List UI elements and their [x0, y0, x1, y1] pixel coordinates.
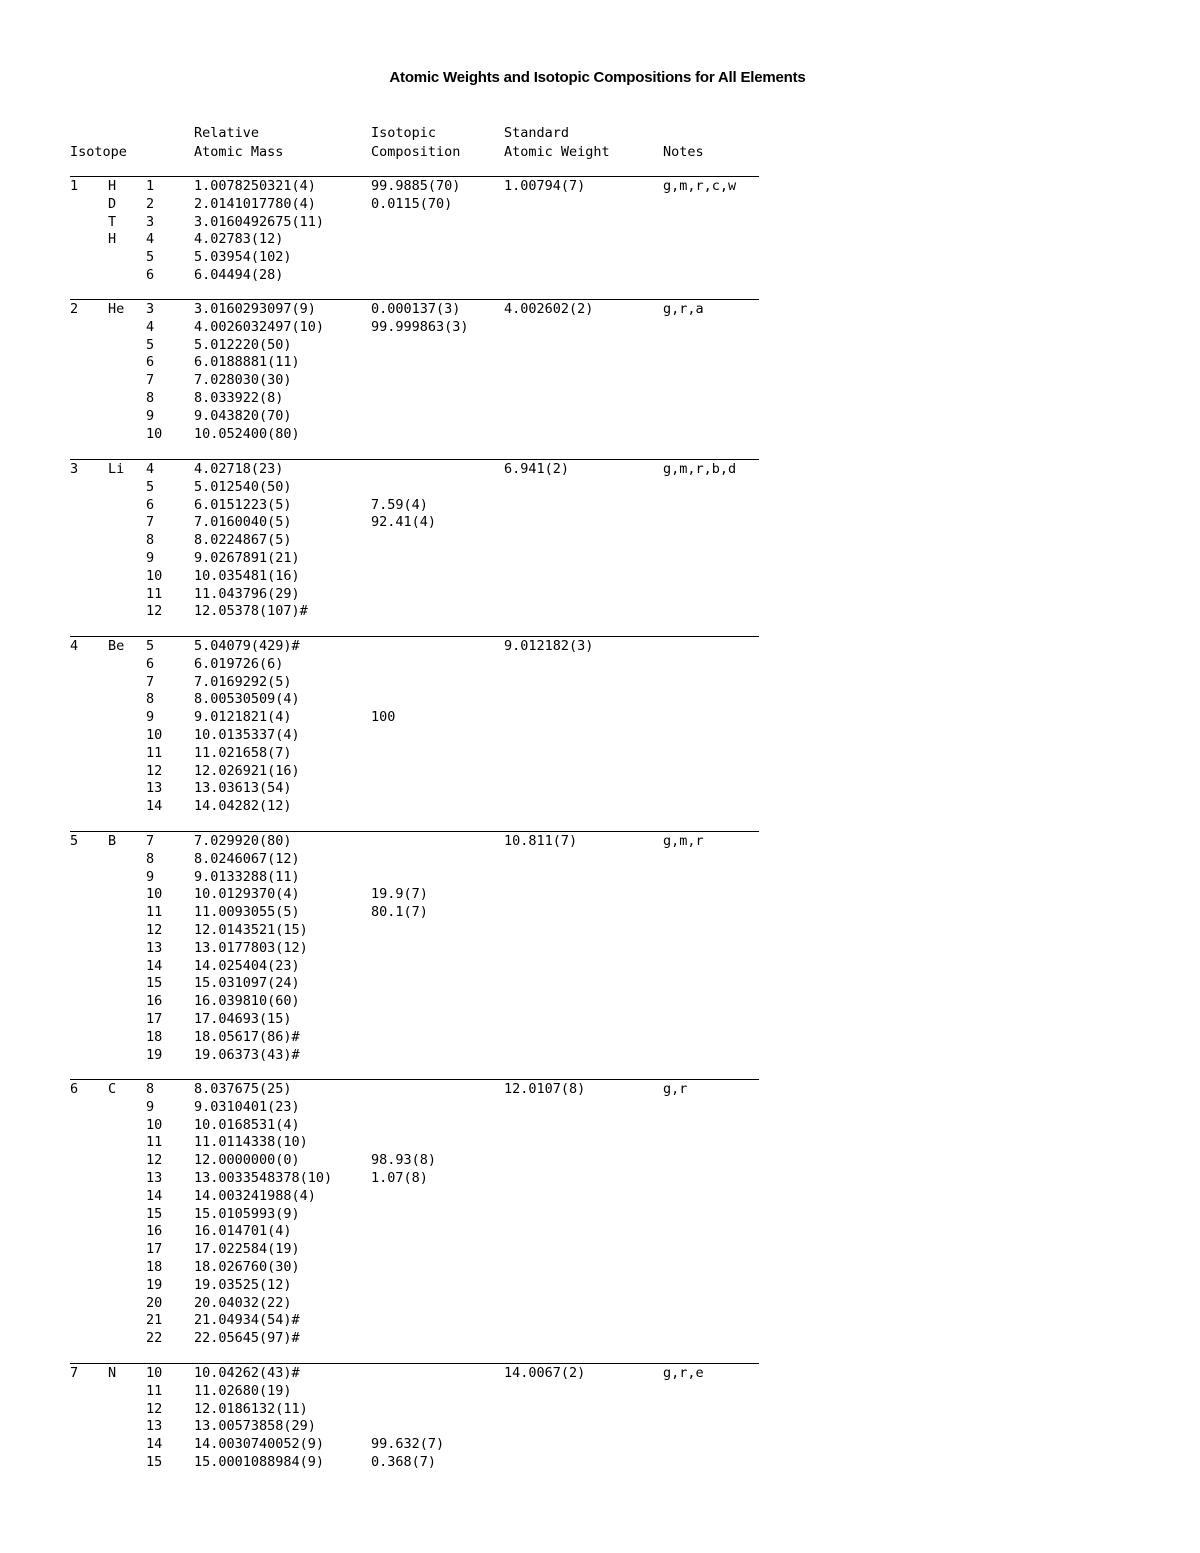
standard-atomic-weight: 4.002602(2): [504, 301, 594, 317]
isotope-row: [70, 780, 759, 798]
relative-atomic-mass: 12.0186132(11): [194, 1400, 308, 1417]
isotope-row: [70, 267, 759, 285]
isotope-row: [70, 1081, 759, 1099]
atomic-number: 3: [70, 461, 79, 477]
relative-atomic-mass: 21.04934(54)#: [194, 1312, 300, 1329]
mass-number: 1: [146, 178, 155, 194]
isotope-row: [70, 372, 759, 390]
relative-atomic-mass: 15.0105993(9): [194, 1205, 300, 1222]
section-divider: [70, 1079, 759, 1080]
isotopic-composition: 0.000137(3): [371, 301, 461, 317]
isotope-row: [70, 1295, 759, 1313]
header-mass-line2: Atomic Mass: [194, 144, 284, 160]
relative-atomic-mass: 17.04693(15): [194, 1011, 292, 1027]
mass-number: 11: [146, 744, 163, 761]
element-block: [70, 1079, 759, 1354]
mass-number: 14: [146, 798, 163, 815]
mass-number: 10: [146, 425, 163, 442]
isotope-row: [70, 1134, 759, 1152]
isotope-row: [70, 1117, 759, 1135]
isotopic-composition: 92.41(4): [371, 514, 437, 531]
header-notes: Notes: [663, 144, 704, 160]
mass-number: 9: [146, 1098, 155, 1115]
section-divider: [70, 636, 759, 637]
isotope-row: [70, 1436, 759, 1454]
relative-atomic-mass: 14.04282(12): [194, 798, 292, 815]
mass-number: 4: [146, 318, 155, 335]
section-divider: [70, 459, 759, 460]
isotope-row: [70, 851, 759, 869]
mass-number: 9: [146, 868, 155, 885]
atomic-number: 1: [70, 178, 79, 194]
mass-number: 8: [146, 532, 155, 549]
isotopic-composition: 19.9(7): [371, 886, 428, 903]
isotope-row: [70, 674, 759, 692]
isotope-row: [70, 904, 759, 922]
relative-atomic-mass: 11.0114338(10): [194, 1134, 308, 1151]
isotope-row: [70, 922, 759, 940]
relative-atomic-mass: 22.05645(97)#: [194, 1330, 300, 1347]
relative-atomic-mass: 8.00530509(4): [194, 691, 300, 708]
header-mass-line1: Relative: [194, 125, 260, 141]
element-symbol: C: [108, 1081, 117, 1097]
isotope-row: [70, 1099, 759, 1117]
relative-atomic-mass: 16.039810(60): [194, 993, 300, 1010]
relative-atomic-mass: 5.04079(429)#: [194, 638, 300, 654]
mass-number: 14: [146, 1436, 163, 1453]
isotope-row: [70, 1259, 759, 1277]
notes: g,m,r,b,d: [663, 461, 737, 477]
notes: g,m,r: [663, 833, 704, 849]
isotope-row: [70, 532, 759, 550]
relative-atomic-mass: 10.035481(16): [194, 567, 300, 584]
relative-atomic-mass: 10.0135337(4): [194, 727, 300, 743]
mass-number: 7: [146, 372, 155, 389]
mass-number: 17: [146, 1241, 163, 1258]
element-symbol: H: [108, 178, 117, 194]
relative-atomic-mass: 18.05617(86)#: [194, 1028, 300, 1045]
mass-number: 6: [146, 496, 155, 513]
isotope-row: [70, 763, 759, 781]
element-symbol: Li: [108, 461, 125, 477]
standard-atomic-weight: 6.941(2): [504, 461, 570, 477]
header-std-line2: Atomic Weight: [504, 144, 610, 160]
atomic-number: 5: [70, 833, 79, 849]
isotopic-composition: 99.632(7): [371, 1436, 445, 1453]
mass-number: 13: [146, 1418, 163, 1435]
isotope-row: [70, 568, 759, 586]
isotope-row: [70, 1418, 759, 1436]
relative-atomic-mass: 10.0168531(4): [194, 1116, 300, 1133]
isotope-row: [70, 390, 759, 408]
relative-atomic-mass: 11.043796(29): [194, 585, 300, 602]
standard-atomic-weight: 1.00794(7): [504, 178, 586, 194]
relative-atomic-mass: 8.037675(25): [194, 1081, 292, 1097]
isotope-row: [70, 586, 759, 604]
isotope-row: [70, 833, 759, 851]
mass-number: 10: [146, 567, 163, 584]
isotope-row: [70, 426, 759, 444]
mass-number: 18: [146, 1028, 163, 1045]
mass-number: 11: [146, 904, 163, 921]
element-block: [70, 459, 759, 627]
element-symbol: H: [108, 231, 117, 248]
section-divider: [70, 1363, 759, 1364]
header-comp-line2: Composition: [371, 144, 461, 160]
mass-number: 10: [146, 727, 163, 743]
relative-atomic-mass: 5.012540(50): [194, 478, 292, 495]
isotope-row: [70, 461, 759, 479]
isotope-row: [70, 1330, 759, 1348]
mass-number: 8: [146, 1081, 155, 1097]
isotope-row: [70, 1223, 759, 1241]
element-block: [70, 176, 759, 291]
isotope-row: [70, 798, 759, 816]
section-divider: [70, 831, 759, 832]
relative-atomic-mass: 12.05378(107)#: [194, 603, 308, 620]
isotope-row: [70, 1383, 759, 1401]
isotopic-composition: 80.1(7): [371, 904, 428, 921]
element-symbol: B: [108, 833, 117, 849]
mass-number: 10: [146, 886, 163, 903]
element-symbol: N: [108, 1365, 117, 1381]
relative-atomic-mass: 4.02718(23): [194, 461, 284, 477]
mass-number: 11: [146, 585, 163, 602]
atomic-number: 6: [70, 1081, 79, 1097]
mass-number: 19: [146, 1276, 163, 1293]
relative-atomic-mass: 20.04032(22): [194, 1294, 292, 1311]
mass-number: 16: [146, 1223, 163, 1240]
relative-atomic-mass: 5.012220(50): [194, 336, 292, 353]
header-comp-line1: Isotopic: [371, 125, 437, 141]
notes: g,m,r,c,w: [663, 178, 737, 194]
isotope-row: [70, 1365, 759, 1383]
element-block: [70, 831, 759, 1070]
mass-number: 15: [146, 1454, 163, 1470]
isotope-row: [70, 745, 759, 763]
relative-atomic-mass: 8.0246067(12): [194, 850, 300, 867]
mass-number: 3: [146, 213, 155, 230]
element-symbol: He: [108, 301, 125, 317]
mass-number: 21: [146, 1312, 163, 1329]
element-symbol: Be: [108, 638, 125, 654]
notes: g,r,e: [663, 1365, 704, 1381]
mass-number: 17: [146, 1011, 163, 1027]
relative-atomic-mass: 13.0177803(12): [194, 939, 308, 956]
mass-number: 11: [146, 1134, 163, 1151]
isotopic-composition: 7.59(4): [371, 496, 428, 513]
isotope-row: [70, 1188, 759, 1206]
element-block: [70, 1363, 759, 1478]
mass-number: 12: [146, 762, 163, 779]
relative-atomic-mass: 10.052400(80): [194, 425, 300, 442]
standard-atomic-weight: 10.811(7): [504, 833, 578, 849]
relative-atomic-mass: 4.02783(12): [194, 231, 284, 248]
relative-atomic-mass: 11.02680(19): [194, 1382, 292, 1399]
mass-number: 12: [146, 1400, 163, 1417]
isotopic-composition: 0.368(7): [371, 1454, 437, 1470]
mass-number: 12: [146, 603, 163, 620]
relative-atomic-mass: 13.00573858(29): [194, 1418, 316, 1435]
relative-atomic-mass: 7.0160040(5): [194, 514, 292, 531]
relative-atomic-mass: 19.03525(12): [194, 1276, 292, 1293]
standard-atomic-weight: 12.0107(8): [504, 1081, 586, 1097]
isotope-row: [70, 497, 759, 515]
relative-atomic-mass: 12.0000000(0): [194, 1152, 300, 1169]
mass-number: 3: [146, 301, 155, 317]
mass-number: 6: [146, 354, 155, 371]
mass-number: 9: [146, 709, 155, 726]
isotope-row: [70, 337, 759, 355]
isotope-row: [70, 603, 759, 621]
isotope-row: [70, 886, 759, 904]
relative-atomic-mass: 6.0188881(11): [194, 354, 300, 371]
mass-number: 9: [146, 550, 155, 566]
isotope-row: [70, 993, 759, 1011]
relative-atomic-mass: 3.0160492675(11): [194, 213, 325, 230]
relative-atomic-mass: 8.033922(8): [194, 390, 284, 406]
relative-atomic-mass: 14.0030740052(9): [194, 1436, 325, 1453]
mass-number: 7: [146, 673, 155, 690]
mass-number: 9: [146, 407, 155, 424]
relative-atomic-mass: 13.0033548378(10): [194, 1170, 333, 1186]
isotopic-composition: 98.93(8): [371, 1152, 437, 1169]
section-divider: [70, 299, 759, 300]
relative-atomic-mass: 19.06373(43)#: [194, 1046, 300, 1063]
isotopic-composition: 1.07(8): [371, 1170, 428, 1186]
isotope-row: [70, 1170, 759, 1188]
isotopic-composition: 0.0115(70): [371, 195, 453, 212]
isotopic-composition: 99.999863(3): [371, 318, 469, 335]
mass-number: 6: [146, 655, 155, 672]
mass-number: 10: [146, 1116, 163, 1133]
relative-atomic-mass: 5.03954(102): [194, 249, 292, 266]
relative-atomic-mass: 10.0129370(4): [194, 886, 300, 903]
relative-atomic-mass: 14.025404(23): [194, 957, 300, 974]
isotope-row: [70, 408, 759, 426]
relative-atomic-mass: 7.028030(30): [194, 372, 292, 389]
relative-atomic-mass: 9.0310401(23): [194, 1098, 300, 1115]
isotope-row: [70, 691, 759, 709]
atomic-number: 4: [70, 638, 79, 654]
standard-atomic-weight: 9.012182(3): [504, 638, 594, 654]
isotope-row: [70, 975, 759, 993]
isotope-row: [70, 178, 759, 196]
isotope-row: [70, 479, 759, 497]
element-block: [70, 636, 759, 822]
mass-number: 15: [146, 975, 163, 992]
relative-atomic-mass: 1.0078250321(4): [194, 178, 316, 194]
isotope-row: [70, 1047, 759, 1065]
isotope-row: [70, 301, 759, 319]
relative-atomic-mass: 14.003241988(4): [194, 1187, 316, 1204]
isotopic-composition: 99.9885(70): [371, 178, 461, 194]
relative-atomic-mass: 18.026760(30): [194, 1259, 300, 1275]
mass-number: 12: [146, 1152, 163, 1169]
mass-number: 5: [146, 336, 155, 353]
relative-atomic-mass: 7.0169292(5): [194, 673, 292, 690]
relative-atomic-mass: 9.043820(70): [194, 407, 292, 424]
mass-number: 12: [146, 922, 163, 938]
isotope-row: [70, 550, 759, 568]
mass-number: 13: [146, 780, 163, 797]
isotope-row: [70, 1152, 759, 1170]
relative-atomic-mass: 3.0160293097(9): [194, 301, 316, 317]
mass-number: 13: [146, 1170, 163, 1186]
mass-number: 5: [146, 638, 155, 654]
isotope-row: [70, 656, 759, 674]
mass-number: 7: [146, 514, 155, 531]
isotope-row: [70, 196, 759, 214]
isotope-row: [70, 638, 759, 656]
isotope-row: [70, 1454, 759, 1472]
isotope-row: [70, 1401, 759, 1419]
isotope-row: [70, 1011, 759, 1029]
isotope-row: [70, 1241, 759, 1259]
relative-atomic-mass: 6.019726(6): [194, 655, 284, 672]
relative-atomic-mass: 12.0143521(15): [194, 922, 308, 938]
isotope-row: [70, 319, 759, 337]
isotope-row: [70, 1029, 759, 1047]
relative-atomic-mass: 9.0121821(4): [194, 709, 292, 726]
section-divider: [70, 176, 759, 177]
notes: g,r,a: [663, 301, 704, 317]
element-symbol: T: [108, 213, 117, 230]
relative-atomic-mass: 10.04262(43)#: [194, 1365, 300, 1381]
mass-number: 8: [146, 691, 155, 708]
mass-number: 15: [146, 1205, 163, 1222]
atomic-number: 7: [70, 1365, 79, 1381]
relative-atomic-mass: 6.04494(28): [194, 267, 284, 283]
relative-atomic-mass: 12.026921(16): [194, 762, 300, 779]
mass-number: 11: [146, 1382, 163, 1399]
relative-atomic-mass: 13.03613(54): [194, 780, 292, 797]
mass-number: 13: [146, 939, 163, 956]
isotope-row: [70, 249, 759, 267]
isotope-row: [70, 231, 759, 249]
isotopic-composition: 100: [371, 709, 396, 726]
isotope-row: [70, 709, 759, 727]
element-symbol: D: [108, 195, 117, 212]
relative-atomic-mass: 9.0133288(11): [194, 868, 300, 885]
mass-number: 16: [146, 993, 163, 1010]
isotope-row: [70, 869, 759, 887]
mass-number: 14: [146, 957, 163, 974]
mass-number: 4: [146, 461, 155, 477]
relative-atomic-mass: 8.0224867(5): [194, 532, 292, 549]
relative-atomic-mass: 4.0026032497(10): [194, 318, 325, 335]
mass-number: 19: [146, 1046, 163, 1063]
standard-atomic-weight: 14.0067(2): [504, 1365, 586, 1381]
mass-number: 6: [146, 267, 155, 283]
isotope-row: [70, 727, 759, 745]
notes: g,r: [663, 1081, 688, 1097]
isotope-row: [70, 1312, 759, 1330]
relative-atomic-mass: 2.0141017780(4): [194, 195, 316, 212]
element-block: [70, 299, 759, 449]
relative-atomic-mass: 9.0267891(21): [194, 550, 300, 566]
mass-number: 8: [146, 390, 155, 406]
mass-number: 7: [146, 833, 155, 849]
mass-number: 14: [146, 1187, 163, 1204]
relative-atomic-mass: 15.031097(24): [194, 975, 300, 992]
isotope-row: [70, 214, 759, 232]
isotope-row: [70, 354, 759, 372]
isotope-row: [70, 958, 759, 976]
header-std-line1: Standard: [504, 125, 570, 141]
page-title: Atomic Weights and Isotopic Compositions for All Elements: [389, 69, 806, 86]
mass-number: 5: [146, 478, 155, 495]
isotope-row: [70, 1206, 759, 1224]
relative-atomic-mass: 6.0151223(5): [194, 496, 292, 513]
isotope-row: [70, 1277, 759, 1295]
isotope-row: [70, 940, 759, 958]
mass-number: 10: [146, 1365, 163, 1381]
isotope-row: [70, 514, 759, 532]
mass-number: 20: [146, 1294, 163, 1311]
atomic-number: 2: [70, 301, 79, 317]
mass-number: 22: [146, 1330, 163, 1347]
mass-number: 8: [146, 850, 155, 867]
relative-atomic-mass: 11.0093055(5): [194, 904, 300, 921]
header-isotope: Isotope: [70, 144, 127, 160]
relative-atomic-mass: 15.0001088984(9): [194, 1454, 325, 1470]
relative-atomic-mass: 16.014701(4): [194, 1223, 292, 1240]
mass-number: 18: [146, 1259, 163, 1275]
relative-atomic-mass: 7.029920(80): [194, 833, 292, 849]
mass-number: 5: [146, 249, 155, 266]
mass-number: 4: [146, 231, 155, 248]
relative-atomic-mass: 11.021658(7): [194, 744, 292, 761]
mass-number: 2: [146, 195, 155, 212]
relative-atomic-mass: 17.022584(19): [194, 1241, 300, 1258]
